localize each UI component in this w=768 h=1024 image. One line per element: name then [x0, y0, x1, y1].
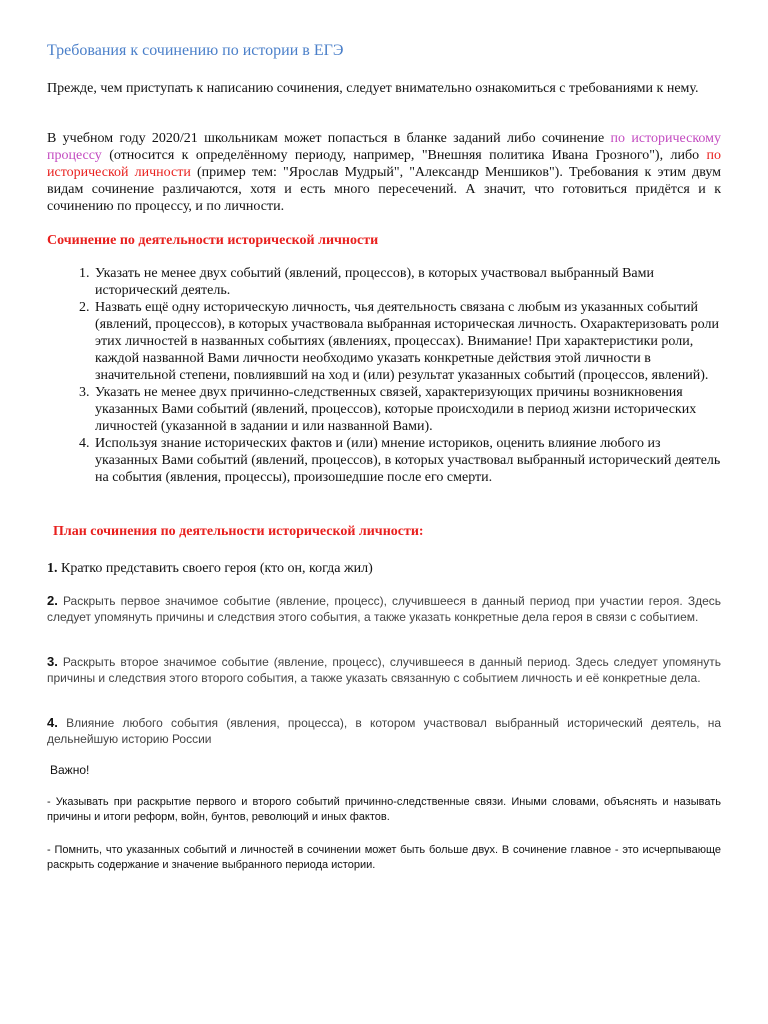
plan-item-number: 3. — [47, 654, 58, 669]
section-heading-requirements: Сочинение по деятельности исторической личности — [47, 233, 379, 248]
plan-item-number: 1. — [47, 561, 58, 576]
intro-paragraph: Прежде, чем приступать к написанию сочинения, следует внимательно ознакомиться с требованиями к нему. — [47, 81, 699, 96]
plan-item-text: Раскрыть первое значимое событие (явление, процесс), случившееся в данный период при участии героя. Здесь следует упомянуть причины и следствия этого события, а также указать конкретные дела героя в связи с событием. — [47, 594, 721, 624]
essay-types-paragraph — [47, 130, 721, 215]
note-paragraph-1: - Указывать при раскрытие первого и второго событий причинно-следственные связи. Иными словами, объяснять и называть причины и итоги реформ, войн, бунтов, революций и иных фактов. — [47, 796, 721, 823]
essay-types-text-2: (относится к определённому периоду, например, "Внешняя политика Ивана Грозного"), либо — [101, 148, 707, 163]
plan-item-text: Влияние любого события (явления, процесса), в котором участвовал выбранный исторический деятель, на дельнейшую историю России — [47, 716, 721, 746]
plan-item-4 — [47, 715, 721, 747]
list-item: 1. Указать не менее двух событий (явлений, процессов), в которых участвовал выбранный Вами исторический деятель. — [93, 265, 721, 299]
list-item: 4. Используя знание исторических фактов и (или) мнение историков, оценить влияние любого из указанных Вами событий (явлений, процессов), в которых участвовал выбранный исторический деятель на события (явления, процессы), произошедшие после его смерти. — [93, 435, 721, 486]
requirements-list — [47, 265, 721, 486]
page-title: Требования к сочинению по истории в ЕГЭ — [47, 42, 344, 59]
plan-item-text: Кратко представить своего героя (кто он, когда жил) — [57, 561, 373, 576]
list-item: 2. Назвать ещё одну историческую личность, чья деятельность связана с любым из указанных событий (явлений, процессов), в которых участвовала выбранная историческая личность. Охарактеризовать роли этих личностей в названных событиях (явлениях, процессах). Внимание! При характеристики роли, каждой названной Вами личности необходимо указать конкретные действия этой личности в значительной степени, повлиявший на ход и (или) результат указанных событий (процессов, явлений). — [93, 299, 721, 384]
important-label: Важно! — [50, 763, 90, 777]
plan-item-number: 4. — [47, 715, 58, 730]
process-link[interactable]: по историческому процессу — [47, 131, 721, 163]
section-heading-plan: План сочинения по деятельности исторической личности: — [53, 524, 424, 539]
plan-item-number: 2. — [47, 593, 58, 608]
plan-item-text: Раскрыть второе значимое событие (явление, процесс), случившееся в данный период. Здесь следует упомянуть причины и следствия этого второго события, а также указать связанную с событием личность и её конкретные дела. — [47, 655, 721, 685]
note-paragraph-2: - Помнить, что указанных событий и личностей в сочинении может быть больше двух. В сочинение главное - это исчерпывающе раскрыть содержание и значение выбранного периода истории. — [47, 844, 721, 871]
person-link[interactable]: по исторической личности — [47, 148, 721, 180]
plan-item-1 — [47, 560, 721, 577]
plan-item-3 — [47, 654, 721, 686]
essay-types-text-1: В учебном году 2020/21 школьникам может попасться в бланке заданий либо сочинение — [47, 131, 611, 146]
plan-item-2 — [47, 593, 721, 625]
essay-types-text-3: (пример тем: "Ярослав Мудрый", "Александр Меншиков"). Требования к этим двум видам сочинение различаются, хотя и есть много пересечений. А значит, что готовиться придётся и к сочинению по процессу, и по личности. — [47, 165, 722, 214]
list-item: 3. Указать не менее двух причинно-следственных связей, характеризующих причины возникновения указанных Вами событий (явлений, процессов), которые происходили в период жизни исторических личностей (указанной в задании и или названной Вами). — [93, 384, 721, 435]
